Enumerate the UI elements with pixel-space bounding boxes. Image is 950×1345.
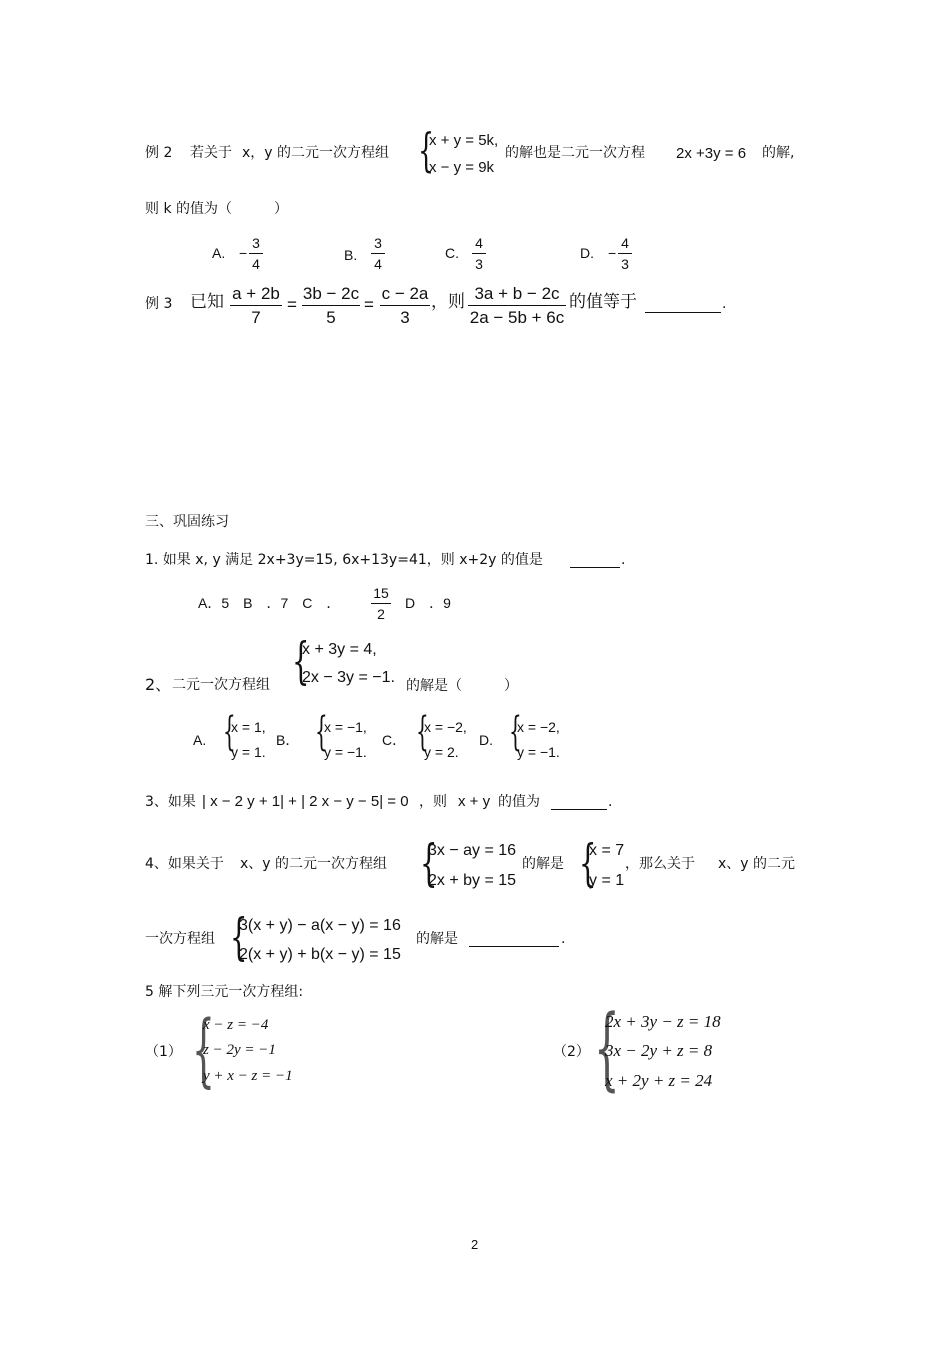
answer-blank [551,797,607,810]
left-brace: { [579,834,597,892]
question-text: 的值为 [498,794,540,810]
denominator: 5 [326,308,336,327]
denominator: 2 [377,606,385,622]
option-line: y = 1. [231,744,266,760]
equation: x − y = 9k [429,159,495,176]
question-text: 一次方程组 [145,931,215,947]
option-line: y = 2. [424,744,459,760]
option-fraction [371,586,391,621]
left-brace: { [230,908,248,966]
left-brace: { [223,709,236,755]
example-label: 例 2 [145,145,173,161]
option-letter: A. [212,245,226,261]
option-fraction [618,236,632,271]
option-line: x = −2, [517,719,560,735]
option-line: x = 1, [231,719,266,735]
denominator: 7 [251,308,261,327]
example-text: 若关于 [190,145,232,161]
option-letter: D. [580,245,594,261]
example-text: 的值等于 [569,292,637,312]
question-text: 的解是 [522,856,564,872]
numerator: 3 [374,235,382,251]
left-brace: { [418,123,435,177]
denominator: 3 [621,256,629,272]
equation: 3(x + y) − a(x − y) = 16 [239,917,401,934]
option-line: x = −2, [424,719,467,735]
option-line: y = −1. [517,744,560,760]
option-list: D ．9 [405,595,451,611]
equation: x − z = −4 [203,1017,269,1033]
numerator: 4 [621,235,629,251]
question-text: 3、如果 [145,794,196,810]
period: . [722,296,727,312]
equation: 2x + by = 15 [428,872,517,889]
answer-blank [469,934,559,947]
option-fraction [371,236,385,271]
option-line: y = −1. [324,744,367,760]
denominator: 3 [400,308,410,327]
option-letter: B. [344,247,358,263]
question-text: 5 解下列三元一次方程组: [145,984,304,1000]
question-text: 的解是（ ） [406,678,518,694]
option-fraction [249,236,263,271]
question-text: 4、如果关于 [145,856,224,872]
example-text: x，y 的二元一次方程组 [242,145,390,161]
option-letter: D. [479,732,493,748]
left-brace: { [192,1003,215,1096]
numerator: 3b − 2c [302,284,360,303]
option-letter: C． [382,732,407,748]
fraction [302,285,360,326]
minus-sign: − [239,245,248,261]
example-label: 例 3 [145,296,173,312]
equation: 2x +3y = 6 [676,145,747,162]
left-brace: { [594,996,620,1101]
question-text: 1. 如果 x, y 满足 2x+3y=15, 6x+13y=41，则 x+2y 的值是 [145,552,543,568]
equals-sign: = [364,295,374,314]
period: . [621,552,626,568]
example-text: ，则 [431,292,465,312]
numerator: 3 [252,235,260,251]
equation: x + y = 5k, [429,132,499,149]
example-text: 的解也是二元一次方程 [505,145,645,161]
equals-sign: = [287,295,297,314]
equation: 2x + 3y − z = 18 [605,1012,721,1031]
numerator: 3a + b − 2c [474,284,560,303]
equation: x + 3y = 4, [302,641,377,658]
option-letter: A. [193,732,207,748]
equation: 3x − ay = 16 [428,842,517,859]
section-heading: 三、巩固练习 [145,514,229,530]
option-letter: C. [445,245,459,261]
fraction [468,285,566,326]
part-label: （1） [145,1044,182,1060]
equation: x + y [458,793,491,810]
period: . [561,931,566,947]
part-label: （2） [553,1044,590,1060]
denominator: 3 [475,256,483,272]
answer-blank [645,298,721,313]
left-brace: { [420,834,438,892]
question-text: ，那么关于 [625,856,695,872]
page-number: 2 [471,1237,479,1252]
question-text: x、y 的二元一次方程组 [240,856,388,872]
question-text: 的解是 [416,931,458,947]
numerator: a + 2b [232,284,280,303]
fraction [230,285,282,326]
option-letter: B． [276,732,300,748]
example-text: 已知 [190,292,224,312]
option-line: x = −1, [324,719,367,735]
equation: y + x − z = −1 [203,1068,293,1084]
question-text: 二元一次方程组 [172,677,270,693]
option-fraction [472,236,486,271]
left-brace: { [292,632,310,690]
solution: y = 1 [589,872,625,889]
equation: x + 2y + z = 24 [605,1071,713,1090]
question-label: 2、 [145,675,172,694]
left-brace: { [509,709,522,755]
question-text: x、y 的二元 [718,856,796,872]
denominator: 2a − 5b + 6c [469,308,565,327]
question-text: ，则 [419,794,447,810]
denominator: 4 [374,256,382,272]
equation: z − 2y = −1 [203,1042,276,1058]
numerator: 15 [373,585,389,601]
left-brace: { [315,709,328,755]
denominator: 4 [252,256,260,272]
numerator: c − 2a [381,284,429,303]
equation: 3x − 2y + z = 8 [605,1041,713,1060]
answer-blank [570,555,620,568]
fraction [380,285,430,326]
left-brace: { [416,709,429,755]
option-list: A．5 B ．7 C ． [198,595,341,611]
example-text: 的解, [762,145,795,161]
equation: 2x − 3y = −1. [302,669,395,686]
equation: 2(x + y) + b(x − y) = 15 [239,946,401,963]
equation: | x − 2 y + 1| + | 2 x − y − 5| = 0 [202,793,409,810]
period: . [608,794,613,810]
minus-sign: − [608,245,617,261]
numerator: 4 [475,235,483,251]
solution: x = 7 [589,842,625,859]
example-text: 则 k 的值为（ ） [145,201,289,217]
